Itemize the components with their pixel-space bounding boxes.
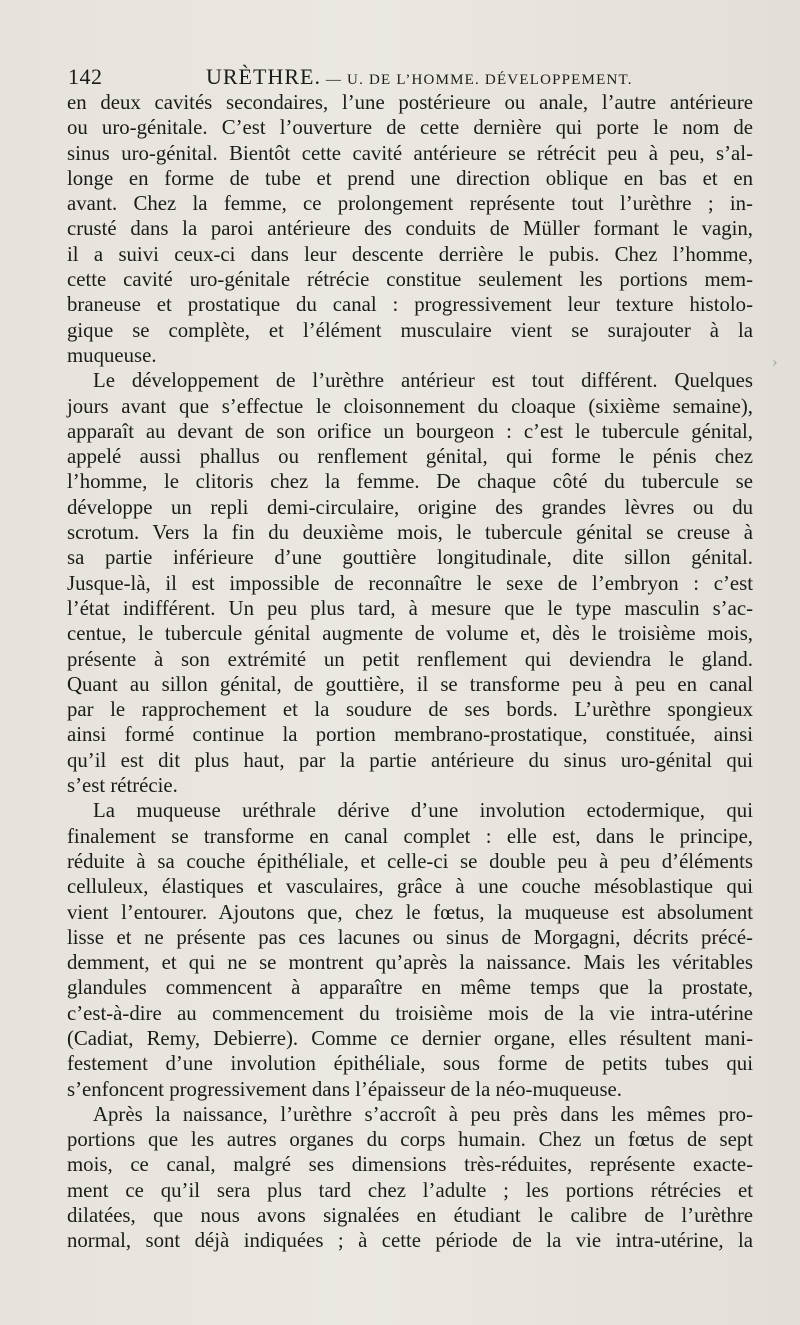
page-number: 142 [68, 64, 103, 89]
text-line: portions que les autres organes du corps humain. Chez un fœtus de sept [67, 1128, 753, 1152]
text-line: dilatées, que nous avons signalées en étudiant le calibre de l’urèthre [67, 1204, 753, 1228]
text-line: sa partie inférieure d’une gouttière longitudinale, dite sillon génital. [67, 546, 753, 570]
text-line: l’homme, le clitoris chez la femme. De chaque côté du tubercule se [67, 470, 753, 494]
text-line: festement d’une involution épithéliale, sous forme de petits tubes qui [67, 1052, 753, 1076]
text-line: glandules commencent à apparaître en même temps que la prostate, [67, 976, 753, 1000]
text-line: jours avant que s’effectue le cloisonnement du cloaque (sixième semaine), [67, 394, 753, 418]
text-line: (Cadiat, Remy, Debierre). Comme ce dernier organe, elles résultent mani- [67, 1026, 753, 1050]
text-line: ou uro-génitale. C’est l’ouverture de cette dernière qui porte le nom de [67, 116, 753, 140]
text-line: avant. Chez la femme, ce prolongement représente tout l’urèthre ; in- [67, 192, 753, 216]
running-head-subtitle: — U. DE L’HOMME. DÉVELOPPEMENT. [320, 72, 633, 88]
text-line: finalement se transforme en canal complet : elle est, dans le principe, [67, 824, 753, 848]
text-line: normal, sont déjà indiquées ; à cette période de la vie intra-utérine, la [67, 1229, 753, 1253]
text-line: s’enfoncent progressivement dans l’épaisseur de la néo-muqueuse. [67, 1077, 622, 1101]
paragraph [67, 1102, 753, 1254]
text-line: gique se complète, et l’élément musculaire vient se surajouter à la [67, 318, 753, 342]
text-line: muqueuse. [67, 343, 157, 367]
text-line: appelé aussi phallus ou renflement génital, qui forme le pénis chez [67, 445, 753, 469]
text-line: lisse et ne présente pas ces lacunes ou sinus de Morgagni, décrits précé- [67, 925, 753, 949]
text-line: mois, ce canal, malgré ses dimensions très-réduites, représente exacte- [67, 1153, 753, 1177]
text-line: qu’il est dit plus haut, par la partie antérieure du sinus uro-génital qui [67, 748, 753, 772]
margin-mark: › [772, 355, 778, 371]
text-line: vient l’entourer. Ajoutons que, chez le fœtus, la muqueuse est absolument [67, 900, 753, 924]
running-head-title: URÈTHRE. [206, 64, 321, 89]
text-line: centue, le tubercule génital augmente de volume et, dès le troisième mois, [67, 622, 753, 646]
text-line: braneuse et prostatique du canal : progressivement leur texture histolo- [67, 293, 753, 317]
text-line: s’est rétrécie. [67, 774, 178, 798]
text-line: présente à son extrémité un petit renflement qui deviendra le gland. [67, 647, 753, 671]
paragraph [67, 368, 753, 798]
text-line: ainsi formé continue la portion membrano-prostatique, constituée, ainsi [67, 723, 753, 747]
page-header [68, 64, 768, 90]
text-line: celluleux, élastiques et vasculaires, grâce à une couche mésoblastique qui [67, 875, 753, 899]
text-line: apparaît au devant de son orifice un bourgeon : c’est le tubercule génital, [67, 419, 753, 443]
text-line: réduite à sa couche épithéliale, et celle-ci se double peu à peu d’éléments [67, 849, 753, 873]
text-line: scrotum. Vers la fin du deuxième mois, le tubercule génital se creuse à [67, 521, 753, 545]
text-line: développe un repli demi-circulaire, origine des grandes lèvres ou du [67, 495, 753, 519]
text-line: crusté dans la paroi antérieure des conduits de Müller formant le vagin, [67, 217, 753, 241]
text-line: en deux cavités secondaires, l’une postérieure ou anale, l’autre antérieure [67, 91, 753, 114]
text-line: il a suivi ceux-ci dans leur descente derrière le pubis. Chez l’homme, [67, 242, 753, 266]
text-line: Jusque-là, il est impossible de reconnaître le sexe de l’embryon : c’est [67, 571, 753, 595]
text-line: Le développement de l’urèthre antérieur est tout différent. Quelques [93, 369, 753, 393]
text-line: longe en forme de tube et prend une direction oblique en bas et en [67, 166, 753, 190]
running-head [206, 64, 633, 90]
text-line: sinus uro-génital. Bientôt cette cavité antérieure se rétrécit peu à peu, s’al- [67, 141, 753, 165]
text-line: cette cavité uro-génitale rétrécie constitue seulement les portions mem- [67, 268, 753, 292]
text-line: demment, et qui ne se montrent qu’après la naissance. Mais les véritables [67, 951, 753, 975]
paragraph [67, 90, 753, 368]
paragraph [67, 798, 753, 1102]
body-text [67, 90, 753, 1254]
text-line: l’état indifférent. Un peu plus tard, à mesure que le type masculin s’ac- [67, 596, 753, 620]
text-line: Après la naissance, l’urèthre s’accroît à peu près dans les mêmes pro- [93, 1102, 753, 1126]
text-line: La muqueuse uréthrale dérive d’une involution ectodermique, qui [93, 799, 753, 823]
text-line: ment ce qu’il sera plus tard chez l’adulte ; les portions rétrécies et [67, 1178, 753, 1202]
text-line: c’est-à-dire au commencement du troisième mois de la vie intra-utérine [67, 1001, 753, 1025]
text-line: par le rapprochement et la soudure de ses bords. L’urèthre spongieux [67, 698, 753, 722]
text-line: Quant au sillon génital, de gouttière, il se transforme peu à peu en canal [67, 672, 753, 696]
